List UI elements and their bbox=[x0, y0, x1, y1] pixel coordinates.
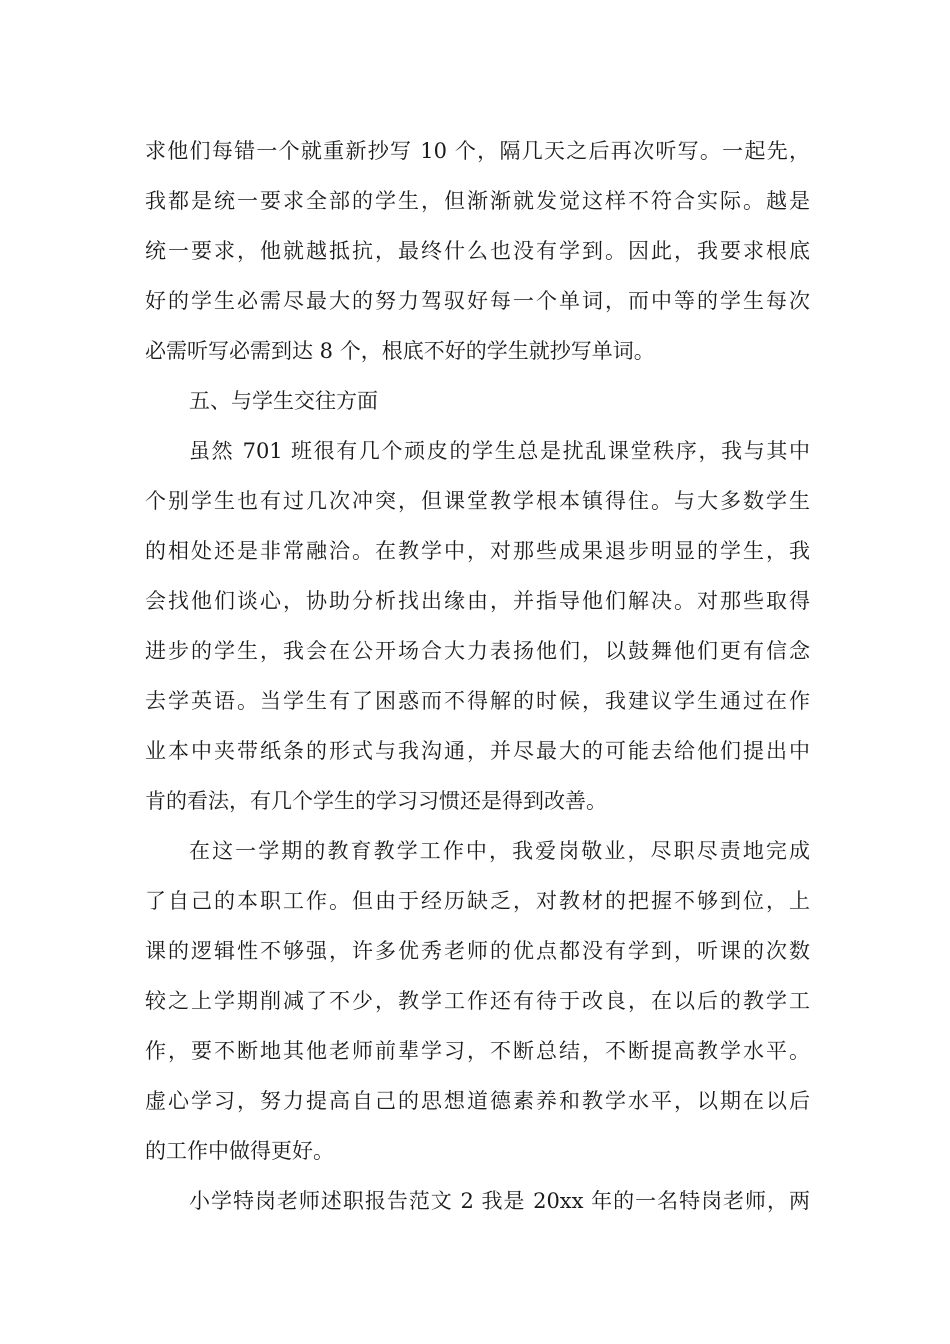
text-line: 的工作中做得更好。 bbox=[145, 1139, 334, 1163]
text-line: 必需听写必需到达 8 个，根底不好的学生就抄写单词。 bbox=[145, 339, 655, 363]
text-line: 小学特岗老师述职报告范文 2 我是 20xx 年的一名特岗老师，两 bbox=[189, 1189, 810, 1213]
text-line: 了自己的本职工作。但由于经历缺乏，对教材的把握不够到位，上 bbox=[145, 889, 810, 913]
text-line: 业本中夹带纸条的形式与我沟通，并尽最大的可能去给他们提出中 bbox=[145, 739, 810, 763]
text-line: 的相处还是非常融洽。在教学中，对那些成果退步明显的学生，我 bbox=[145, 539, 810, 563]
text-line: 个别学生也有过几次冲突，但课堂教学根本镇得住。与大多数学生 bbox=[145, 489, 810, 513]
text-line: 统一要求，他就越抵抗，最终什么也没有学到。因此，我要求根底 bbox=[145, 239, 810, 263]
text-line: 会找他们谈心，协助分析找出缘由，并指导他们解决。对那些取得 bbox=[145, 589, 810, 613]
text-line: 虽然 701 班很有几个顽皮的学生总是扰乱课堂秩序，我与其中 bbox=[189, 439, 810, 463]
text-line: 课的逻辑性不够强，许多优秀老师的优点都没有学到，听课的次数 bbox=[145, 939, 810, 963]
text-line: 作，要不断地其他老师前辈学习，不断总结，不断提高教学水平。 bbox=[145, 1039, 810, 1063]
text-line: 在这一学期的教育教学工作中，我爱岗敬业，尽职尽责地完成 bbox=[189, 839, 810, 863]
section-heading: 五、与学生交往方面 bbox=[189, 389, 378, 413]
text-line: 去学英语。当学生有了困惑而不得解的时候，我建议学生通过在作 bbox=[145, 689, 810, 713]
text-line: 我都是统一要求全部的学生，但渐渐就发觉这样不符合实际。越是 bbox=[145, 189, 810, 213]
text-line: 进步的学生，我会在公开场合大力表扬他们，以鼓舞他们更有信念 bbox=[145, 639, 810, 663]
text-line: 好的学生必需尽最大的努力驾驭好每一个单词，而中等的学生每次 bbox=[145, 289, 810, 313]
text-line: 求他们每错一个就重新抄写 10 个，隔几天之后再次听写。一起先， bbox=[145, 139, 810, 163]
text-line: 虚心学习，努力提高自己的思想道德素养和教学水平，以期在以后 bbox=[145, 1089, 810, 1113]
text-line: 较之上学期削减了不少，教学工作还有待于改良，在以后的教学工 bbox=[145, 989, 810, 1013]
text-line: 肯的看法，有几个学生的学习习惯还是得到改善。 bbox=[145, 789, 607, 813]
